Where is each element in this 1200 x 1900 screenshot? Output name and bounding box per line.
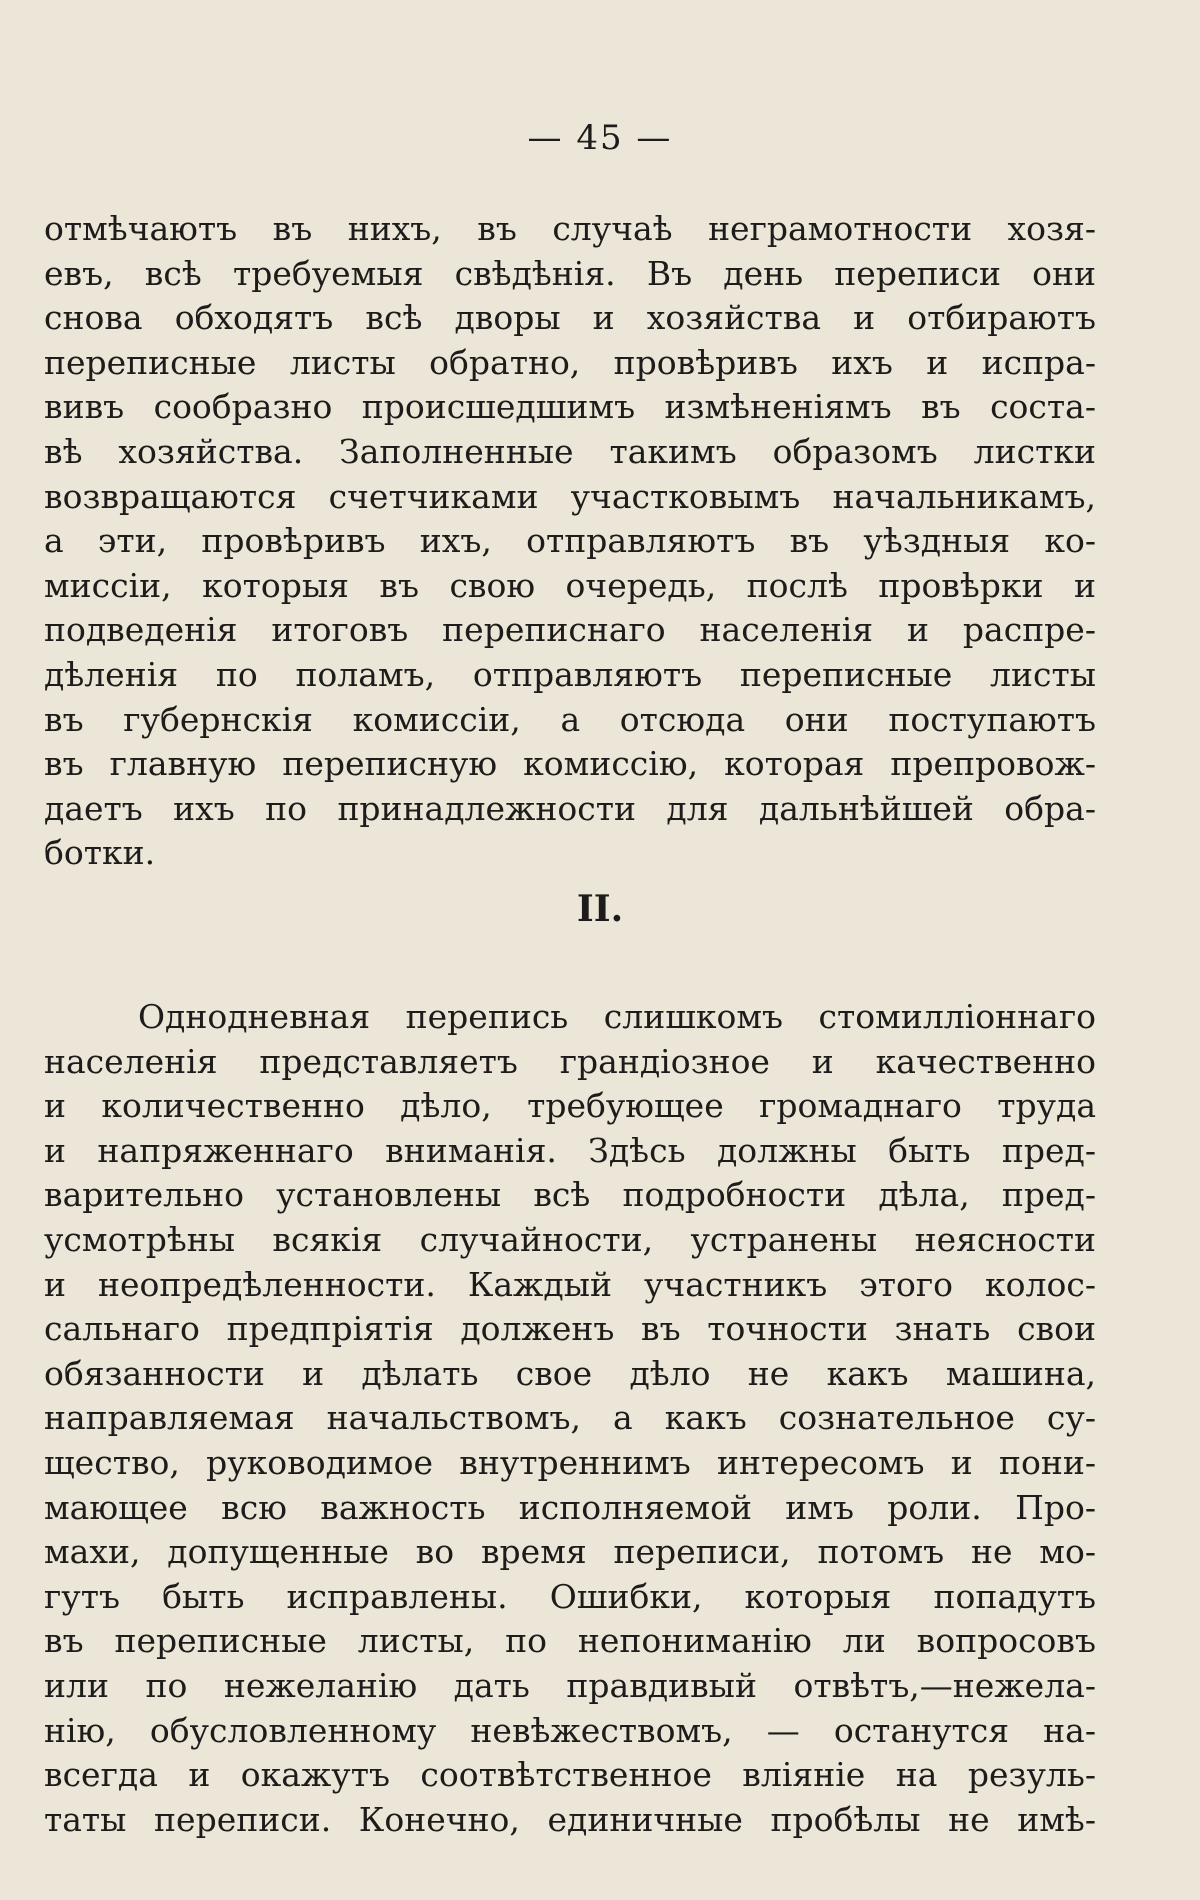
text-line: Однодневная перепись слишкомъ стомилліоннаго bbox=[138, 997, 1096, 1036]
text-line: снова обходятъ всѣ дворы и хозяйства и отбираютъ bbox=[44, 298, 1096, 338]
text-line: таты переписи. Конечно, единичные пробѣлы не имѣ- bbox=[44, 1799, 1096, 1839]
text-line: евъ, всѣ требуемыя свѣдѣнія. Въ день переписи они bbox=[44, 253, 1096, 293]
text-line: всегда и окажутъ соотвѣтственное вліяніе на резуль- bbox=[44, 1755, 1096, 1795]
text-line: въ главную переписную комиссію, которая препровож- bbox=[44, 744, 1096, 784]
text-line: усмотрѣны всякія случайности, устранены неясности bbox=[44, 1219, 1096, 1259]
text-line: сальнаго предпріятія долженъ въ точности знать свои bbox=[44, 1309, 1096, 1349]
paragraph-1 bbox=[44, 207, 1096, 876]
text-line: отмѣчаютъ въ нихъ, въ случаѣ неграмотности хозя- bbox=[44, 209, 1096, 248]
text-line: вивъ сообразно происшедшимъ измѣненіямъ въ соста- bbox=[44, 387, 1096, 427]
text-line: махи, допущенные во время переписи, потомъ не мо- bbox=[44, 1532, 1096, 1572]
text-line: миссіи, которыя въ свою очередь, послѣ провѣрки и bbox=[44, 565, 1096, 605]
text-line: и напряженнаго вниманія. Здѣсь должны быть пред- bbox=[44, 1130, 1096, 1170]
text-line: гутъ быть исправлены. Ошибки, которыя попадутъ bbox=[44, 1576, 1096, 1616]
paragraph-2 bbox=[44, 995, 1096, 1842]
text-line: дѣленія по поламъ, отправляютъ переписные листы bbox=[44, 654, 1096, 694]
text-line: и количественно дѣло, требующее громаднаго труда bbox=[44, 1086, 1096, 1126]
text-line: въ губернскія комиссіи, а отсюда они поступаютъ bbox=[44, 699, 1096, 739]
text-line: нію, обусловленному невѣжествомъ, — останутся на- bbox=[44, 1710, 1096, 1750]
text-line: направляемая начальствомъ, а какъ сознательное су- bbox=[44, 1398, 1096, 1438]
text-line: или по нежеланію дать правдивый отвѣтъ,—нежела- bbox=[44, 1665, 1096, 1705]
page-number: — 45 — bbox=[527, 118, 673, 158]
text-line: переписные листы обратно, провѣривъ ихъ и испра- bbox=[44, 342, 1096, 382]
text-line: вѣ хозяйства. Заполненные такимъ образомъ листки bbox=[44, 431, 1096, 471]
text-line: подведенія итоговъ переписнаго населенія и распре- bbox=[44, 610, 1096, 650]
text-line: населенія представляетъ грандіозное и качественно bbox=[44, 1041, 1096, 1081]
text-line: ботки. bbox=[44, 833, 156, 873]
text-line: обязанности и дѣлать свое дѣло не какъ машина, bbox=[44, 1353, 1096, 1393]
text-line: даетъ ихъ по принадлежности для дальнѣйшей обра- bbox=[44, 788, 1096, 828]
text-line: мающее всю важность исполняемой имъ роли. Про- bbox=[44, 1487, 1096, 1527]
text-line: возвращаются счетчиками участковымъ начальникамъ, bbox=[44, 476, 1096, 516]
text-line: щество, руководимое внутреннимъ интересомъ и пони- bbox=[44, 1442, 1096, 1482]
text-line: и неопредѣленности. Каждый участникъ этого колос- bbox=[44, 1264, 1096, 1304]
text-line: а эти, провѣривъ ихъ, отправляютъ въ уѣздныя ко- bbox=[44, 521, 1096, 561]
text-line: варительно установлены всѣ подробности дѣла, пред- bbox=[44, 1175, 1096, 1215]
text-line: въ переписные листы, по непониманію ли вопросовъ bbox=[44, 1621, 1096, 1661]
section-heading: II. bbox=[576, 888, 624, 930]
